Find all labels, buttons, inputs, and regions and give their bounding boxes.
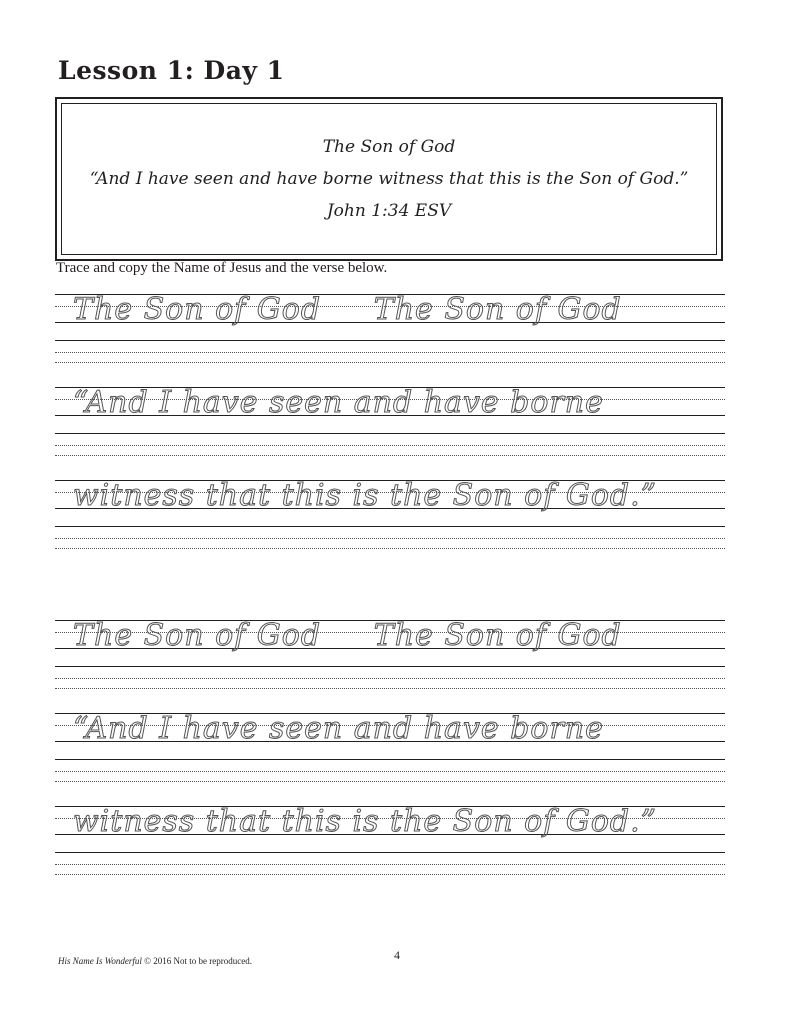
handwriting-row — [55, 290, 725, 384]
verse-name: The Son of God — [322, 137, 456, 157]
midline — [55, 688, 725, 689]
midline — [55, 455, 725, 456]
trace-text: The Son of God The Son of God — [73, 618, 622, 653]
midline — [55, 781, 725, 782]
handwriting-row — [55, 616, 725, 710]
handwriting-row — [55, 383, 725, 477]
verse-box-inner — [61, 103, 717, 255]
trace-text: witness that this is the Son of God.” — [73, 478, 657, 513]
descender-line — [55, 852, 725, 853]
midline — [55, 548, 725, 549]
midline — [55, 538, 725, 539]
midline — [55, 874, 725, 875]
footer-credit — [58, 956, 252, 966]
verse-reference: John 1:34 ESV — [326, 201, 452, 221]
instructions: Trace and copy the Name of Jesus and the verse below. — [56, 260, 388, 276]
handwriting-row — [55, 476, 725, 570]
trace-text: “And I have seen and have borne — [73, 385, 604, 420]
verse-box — [55, 97, 723, 261]
handwriting-row — [55, 709, 725, 803]
descender-line — [55, 340, 725, 341]
descender-line — [55, 666, 725, 667]
page-number: 4 — [394, 948, 400, 962]
trace-text: witness that this is the Son of God.” — [73, 804, 657, 839]
midline — [55, 362, 725, 363]
midline — [55, 445, 725, 446]
midline — [55, 864, 725, 865]
lesson-title: Lesson 1: Day 1 — [58, 56, 285, 85]
descender-line — [55, 526, 725, 527]
midline — [55, 678, 725, 679]
copyright: © 2016 Not to be reproduced. — [144, 956, 252, 966]
trace-text: “And I have seen and have borne — [73, 711, 604, 746]
book-title: His Name Is Wonderful — [58, 956, 142, 966]
descender-line — [55, 433, 725, 434]
descender-line — [55, 759, 725, 760]
handwriting-row — [55, 802, 725, 896]
trace-text: The Son of God The Son of God — [73, 292, 622, 327]
midline — [55, 352, 725, 353]
verse-text: “And I have seen and have borne witness that this is the Son of God.” — [89, 169, 689, 189]
midline — [55, 771, 725, 772]
